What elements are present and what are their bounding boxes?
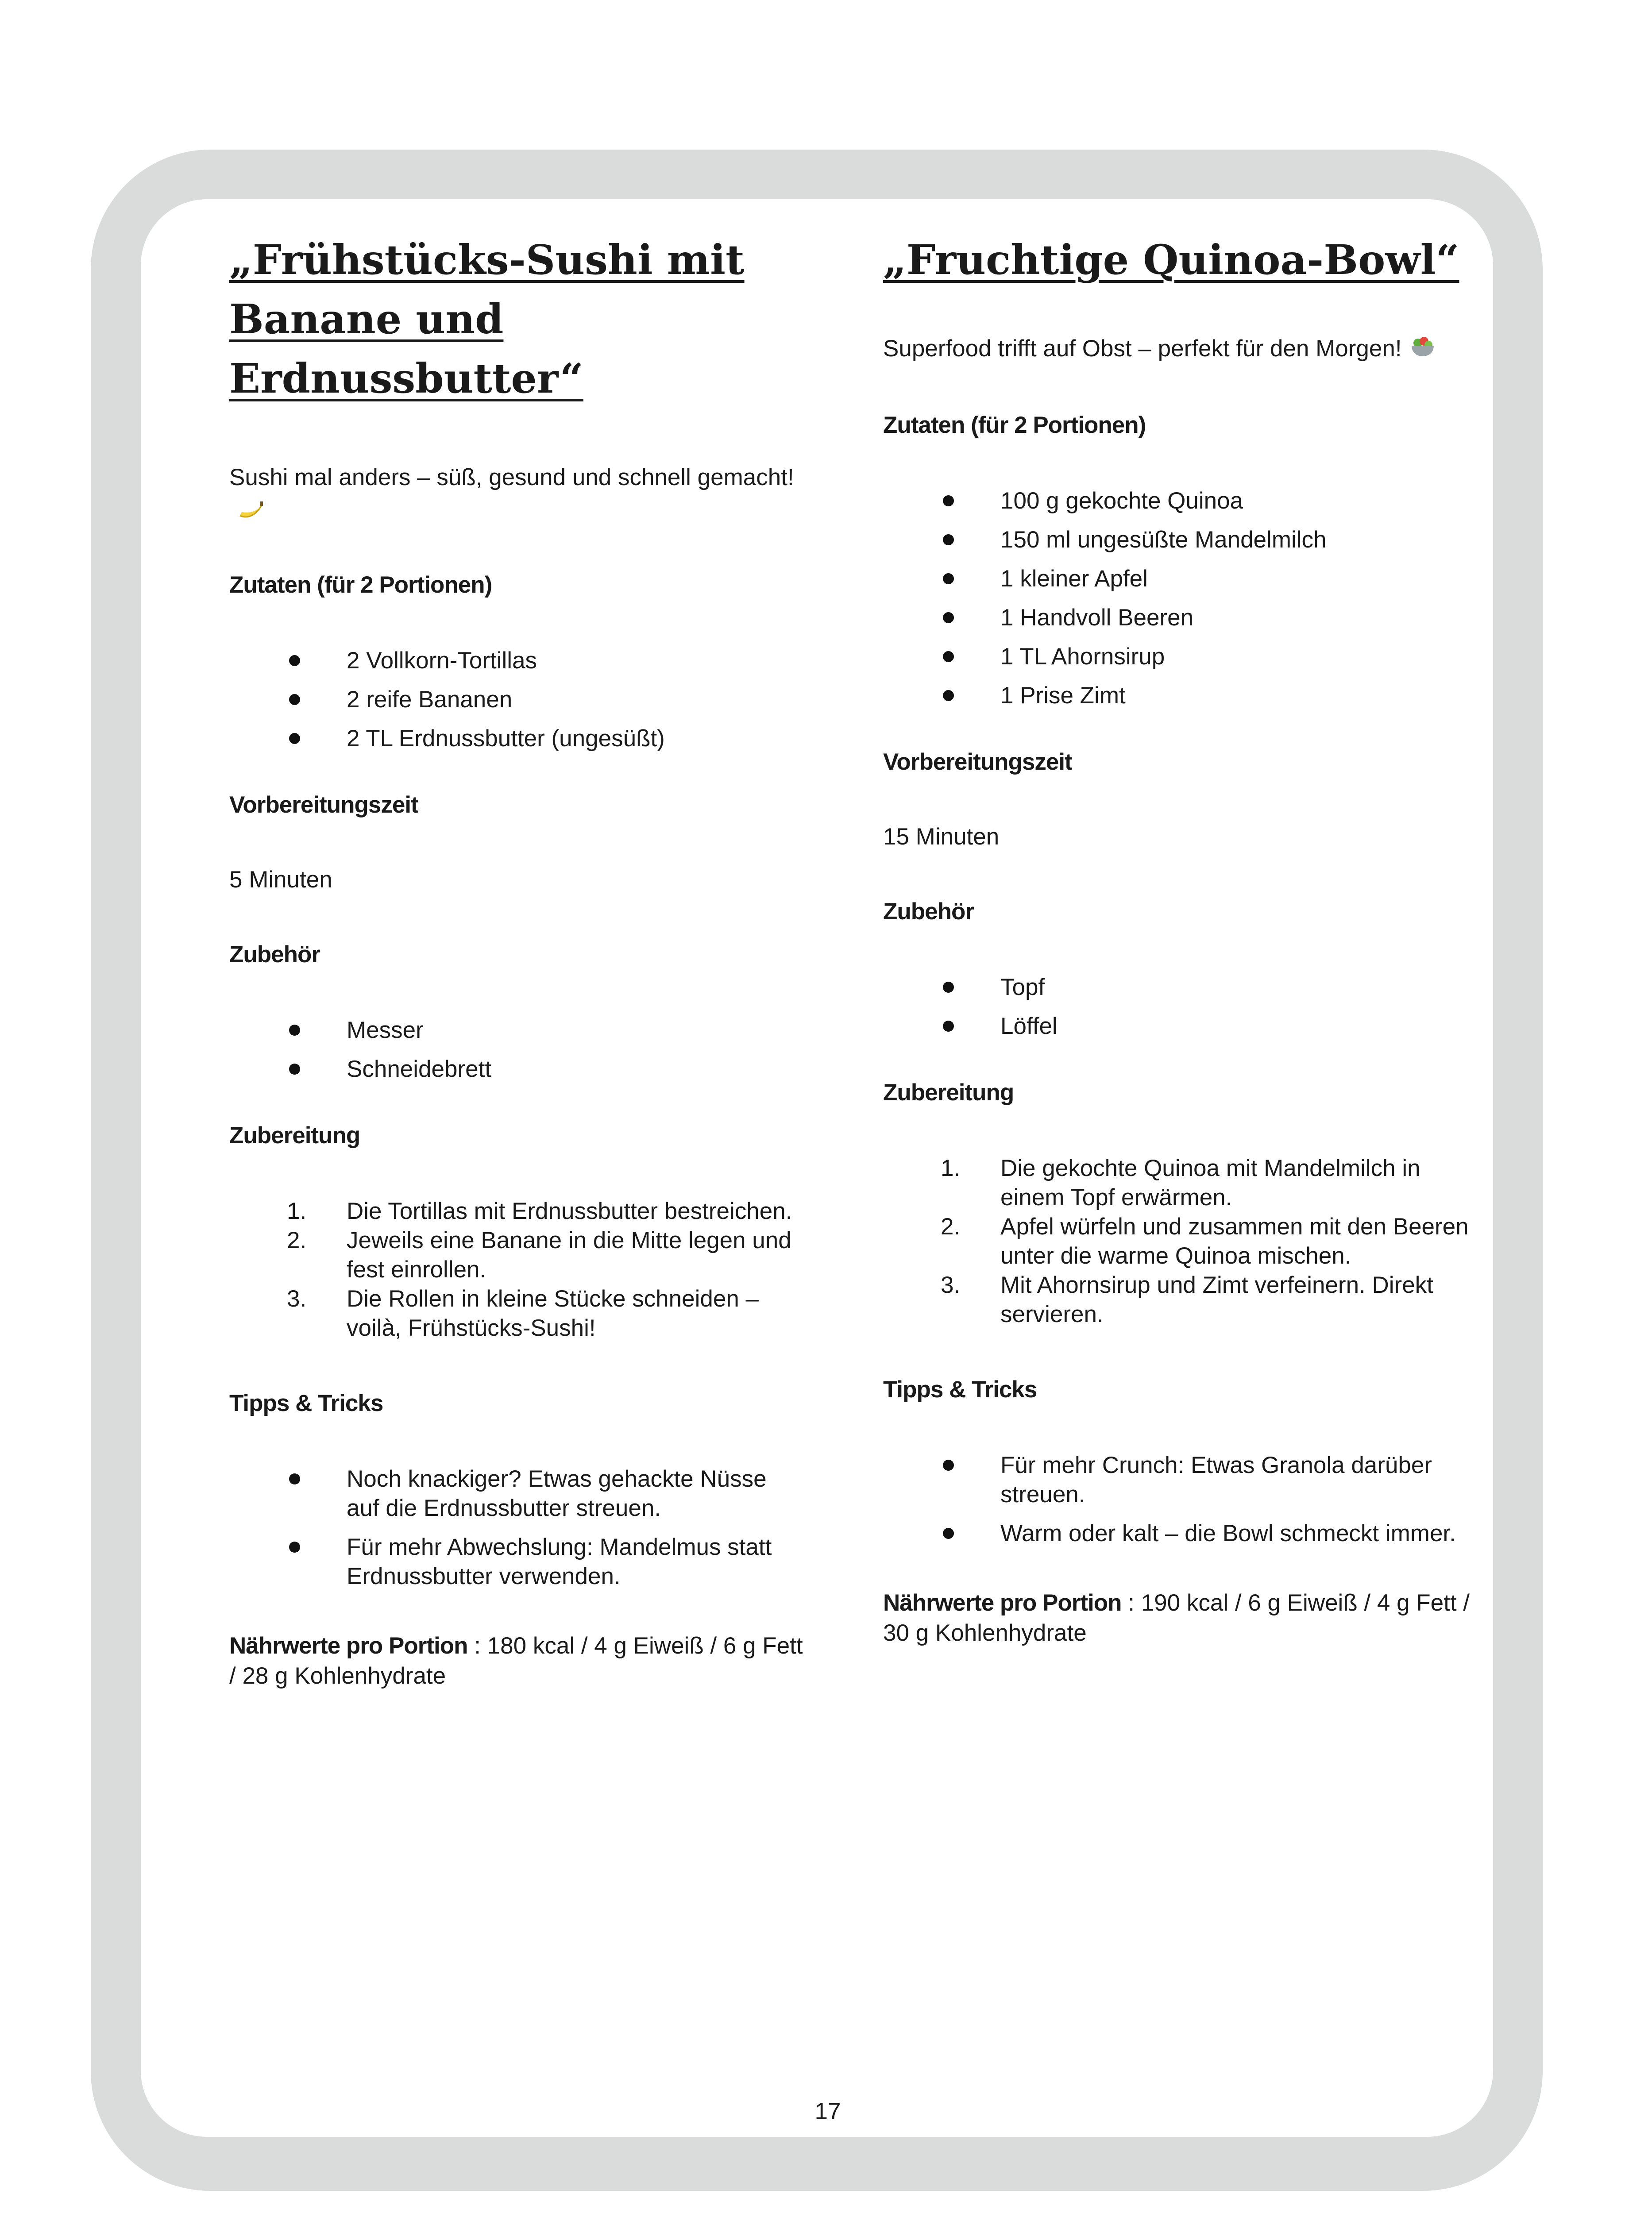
step-text: Die Tortillas mit Erdnussbutter bestreichen.: [347, 1198, 792, 1224]
ingredients-heading: Zutaten (für 2 Portionen): [229, 571, 492, 598]
list-item: [229, 1226, 805, 1284]
list-item: [229, 1016, 805, 1045]
recipe-title: „Frühstücks-Sushi mit Banane und Erdnussbutter“: [229, 236, 745, 402]
ingredient-text: 1 kleiner Apfel: [1000, 565, 1148, 592]
tool-text: Schneidebrett: [347, 1056, 492, 1082]
bullet-icon: [289, 655, 300, 666]
step-number: 3.: [941, 1272, 961, 1298]
tool-text: Löffel: [1000, 1013, 1058, 1039]
step-number: 3.: [287, 1285, 307, 1312]
tools-list: [883, 973, 1481, 1041]
step-number: 1.: [941, 1155, 961, 1181]
steps-heading: Zubereitung: [229, 1122, 360, 1149]
list-item: [883, 564, 1481, 594]
nutrition-value: : 180 kcal / 4 g Eiweiß / 6 g Fett / 28 g Kohlenhydrate: [229, 1632, 803, 1689]
banana-icon: [237, 496, 265, 530]
bullet-icon: [289, 1473, 300, 1484]
prep-time: 5 Minuten: [229, 866, 332, 893]
step-number: 1.: [287, 1198, 307, 1224]
list-item: [229, 1533, 805, 1591]
list-item: [229, 724, 805, 753]
list-item: [883, 1154, 1481, 1212]
step-text: Apfel würfeln und zusammen mit den Beeren unter die warme Quinoa mischen.: [1000, 1213, 1469, 1269]
tip-text: Noch knackiger? Etwas gehackte Nüsse auf die Erdnussbutter streuen.: [347, 1465, 767, 1521]
ingredient-text: 2 TL Erdnussbutter (ungesüßt): [347, 725, 665, 752]
tool-text: Topf: [1000, 974, 1045, 1000]
list-item: [883, 973, 1481, 1002]
bullet-icon: [943, 495, 954, 506]
bullet-icon: [943, 1021, 954, 1032]
recipe-quinoa-bowl: [883, 230, 1481, 1648]
bullet-icon: [943, 690, 954, 701]
ingredients-list: [883, 486, 1481, 710]
page-number: 17: [814, 2098, 841, 2124]
list-item: [883, 681, 1481, 710]
list-item: [229, 646, 805, 675]
step-text: Mit Ahornsirup und Zimt verfeinern. Direkt servieren.: [1000, 1272, 1433, 1327]
list-item: [883, 1451, 1481, 1509]
ingredients-list: [229, 646, 805, 753]
intro-text: Sushi mal anders – süß, gesund und schnell gemacht!: [229, 464, 794, 490]
bullet-icon: [289, 1064, 300, 1075]
bullet-icon: [289, 733, 300, 744]
tools-heading: Zubehör: [883, 898, 974, 925]
bullet-icon: [943, 573, 954, 584]
list-item: [883, 1012, 1481, 1041]
recipe-intro: [229, 460, 805, 530]
nutrition-value: : 190 kcal / 6 g Eiweiß / 4 g Fett / 30 g Kohlenhydrate: [883, 1589, 1470, 1646]
step-text: Die Rollen in kleine Stücke schneiden – voilà, Frühstücks-Sushi!: [347, 1285, 759, 1341]
tips-list: [229, 1465, 805, 1591]
recipe-title: „Fruchtige Quinoa-Bowl“: [883, 236, 1459, 284]
bullet-icon: [943, 1460, 954, 1471]
steps-list: [883, 1154, 1481, 1329]
list-item: [229, 1284, 805, 1343]
ingredient-text: 150 ml ungesüßte Mandelmilch: [1000, 526, 1327, 553]
list-item: [229, 1465, 805, 1523]
tips-heading: Tipps & Tricks: [229, 1390, 383, 1416]
salad-bowl-icon: [1410, 333, 1436, 367]
prep-heading: Vorbereitungszeit: [229, 791, 418, 818]
bullet-icon: [943, 612, 954, 623]
list-item: [883, 486, 1481, 516]
ingredient-text: 1 Handvoll Beeren: [1000, 604, 1194, 631]
tips-list: [883, 1451, 1481, 1548]
list-item: [229, 1197, 805, 1226]
list-item: [883, 525, 1481, 555]
nutrition-label: Nährwerte pro Portion: [229, 1632, 468, 1659]
nutrition-label: Nährwerte pro Portion: [883, 1589, 1122, 1616]
list-item: [229, 1055, 805, 1084]
tools-heading: Zubehör: [229, 941, 320, 968]
steps-heading: Zubereitung: [883, 1079, 1014, 1106]
intro-text: Superfood trifft auf Obst – perfekt für den Morgen!: [883, 335, 1402, 362]
ingredient-text: 1 TL Ahornsirup: [1000, 643, 1165, 670]
ingredient-text: 1 Prise Zimt: [1000, 682, 1126, 709]
steps-list: [229, 1197, 805, 1343]
list-item: [883, 603, 1481, 632]
prep-time: 15 Minuten: [883, 823, 1000, 850]
recipe-intro: [883, 332, 1481, 367]
ingredient-text: 2 Vollkorn-Tortillas: [347, 647, 537, 674]
step-text: Jeweils eine Banane in die Mitte legen und fest einrollen.: [347, 1227, 791, 1283]
step-number: 2.: [941, 1213, 961, 1240]
list-item: [883, 642, 1481, 671]
step-number: 2.: [287, 1227, 307, 1253]
bullet-icon: [289, 694, 300, 705]
nutrition-info: [883, 1588, 1481, 1648]
list-item: [883, 1271, 1481, 1329]
bullet-icon: [943, 1528, 954, 1539]
tool-text: Messer: [347, 1017, 424, 1043]
recipe-sushi: [229, 230, 805, 1691]
list-item: [883, 1212, 1481, 1271]
list-item: [883, 1519, 1481, 1548]
tip-text: Warm oder kalt – die Bowl schmeckt immer.: [1000, 1520, 1456, 1546]
tips-heading: Tipps & Tricks: [883, 1376, 1037, 1403]
tip-text: Für mehr Crunch: Etwas Granola darüber streuen.: [1000, 1452, 1432, 1507]
ingredients-heading: Zutaten (für 2 Portionen): [883, 412, 1146, 438]
ingredient-text: 100 g gekochte Quinoa: [1000, 487, 1243, 514]
prep-heading: Vorbereitungszeit: [883, 748, 1072, 775]
ingredient-text: 2 reife Bananen: [347, 686, 513, 713]
tools-list: [229, 1016, 805, 1084]
bullet-icon: [943, 651, 954, 662]
tip-text: Für mehr Abwechslung: Mandelmus statt Erdnussbutter verwenden.: [347, 1534, 772, 1589]
bullet-icon: [943, 534, 954, 545]
step-text: Die gekochte Quinoa mit Mandelmilch in einem Topf erwärmen.: [1000, 1155, 1420, 1211]
bullet-icon: [943, 982, 954, 993]
nutrition-info: [229, 1631, 805, 1691]
bullet-icon: [289, 1542, 300, 1553]
bullet-icon: [289, 1025, 300, 1036]
list-item: [229, 685, 805, 714]
